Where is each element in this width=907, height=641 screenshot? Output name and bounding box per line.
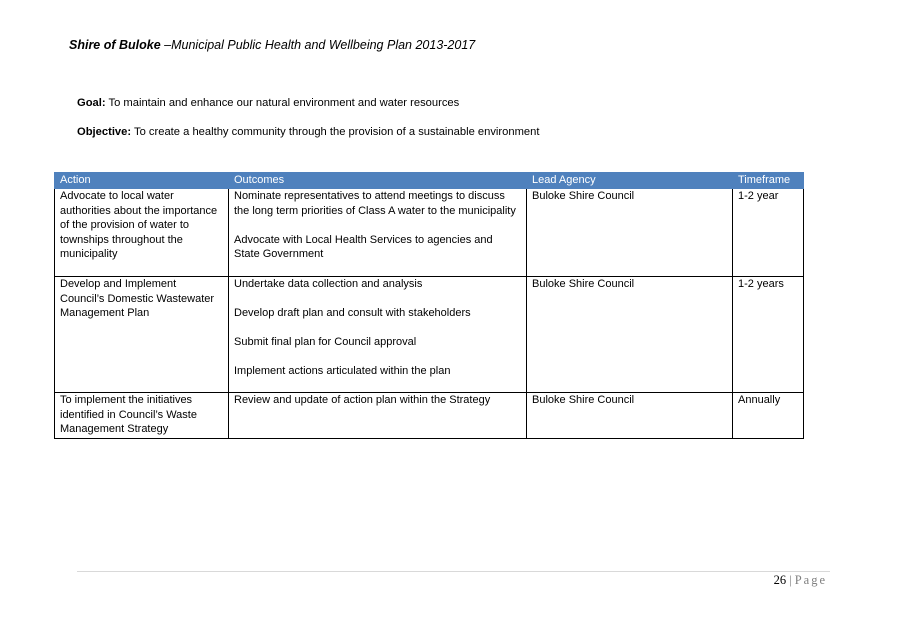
footer-separator: | [789, 573, 792, 587]
outcome-item: Advocate with Local Health Services to agencies and State Government [234, 233, 493, 260]
lead-agency-cell: Buloke Shire Council [527, 393, 733, 439]
timeframe-cell: 1-2 year [733, 189, 804, 277]
objective-text: To create a healthy community through the provision of a sustainable environment [131, 126, 540, 138]
timeframe-cell: 1-2 years [733, 277, 804, 393]
timeframe-cell: Annually [733, 393, 804, 439]
page-label: Page [794, 573, 827, 587]
objective-label: Objective: [77, 126, 132, 138]
action-plan-table [54, 172, 804, 439]
shire-name: Shire of Buloke [69, 38, 161, 52]
table-row [55, 393, 804, 439]
action-cell: To implement the initiatives identified in Council’s Waste Management Strategy [55, 393, 229, 439]
outcome-item: Review and update of action plan within the Strategy [234, 394, 491, 406]
outcome-item: Implement actions articulated within the plan [234, 365, 451, 377]
table-row [55, 189, 804, 277]
footer-divider [77, 571, 830, 572]
table-header-row [55, 173, 804, 189]
lead-agency-cell: Buloke Shire Council [527, 277, 733, 393]
goal-label: Goal: [77, 97, 106, 109]
objective-line [77, 126, 539, 138]
plan-title: –Municipal Public Health and Wellbeing Plan 2013-2017 [160, 38, 476, 52]
column-header-outcomes: Outcomes [229, 173, 527, 189]
outcomes-cell [229, 277, 527, 393]
column-header-lead-agency: Lead Agency [527, 173, 733, 189]
column-header-timeframe: Timeframe [733, 173, 804, 189]
lead-agency-cell: Buloke Shire Council [527, 189, 733, 277]
outcomes-cell [229, 393, 527, 439]
column-header-action: Action [55, 173, 229, 189]
action-cell: Advocate to local water authorities about the importance of the provision of water to townships throughout the municipality [55, 189, 229, 277]
action-cell: Develop and Implement Council’s Domestic Wastewater Management Plan [55, 277, 229, 393]
goal-text: To maintain and enhance our natural environment and water resources [105, 97, 460, 109]
outcomes-cell [229, 189, 527, 277]
outcome-item: Nominate representatives to attend meetings to discuss the long term priorities of Class A water to the municipality [234, 190, 516, 217]
outcome-item: Undertake data collection and analysis [234, 278, 423, 290]
outcome-item: Develop draft plan and consult with stakeholders [234, 307, 471, 319]
table-row [55, 277, 804, 393]
document-header [69, 38, 475, 52]
page-number: 26 [773, 573, 787, 587]
goal-line [77, 97, 459, 109]
outcome-item: Submit final plan for Council approval [234, 336, 417, 348]
page-footer [774, 573, 827, 588]
